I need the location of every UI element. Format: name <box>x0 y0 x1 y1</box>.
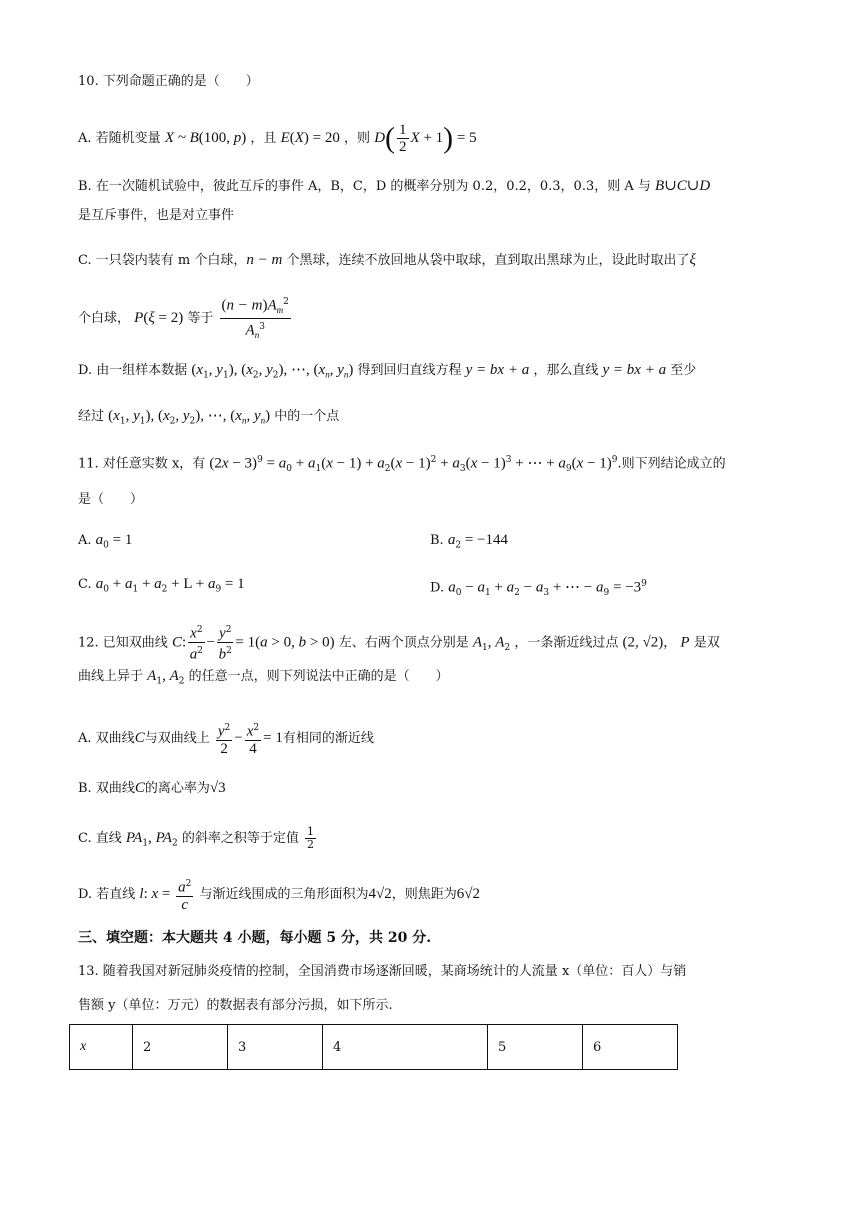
q11-stem-line1: 11. 对任意实数 x，有 $(2x - 3)^9 = a_0 + a_1(x - 1) + a_2(x - 1)^2 + a_3(x - 1)^3$ + ⋯ + $a_9(x - 1)^9$.则下列结论成立的 <box>78 455 726 474</box>
fraction: $\frac{y^2}{2}$ <box>216 720 232 757</box>
q11-option-d: D. $a_0 - a_1 + a_2 - a_3$ + ⋯ − $a_9 = -3^9$ <box>430 579 647 598</box>
table-cell: x <box>70 1025 133 1070</box>
q10-option-d-line2: 经过 ($x_1$, $y_1$), ($x_2$, $y_2$), ⋯, ($x_n$, $y_n$) 中的一个点 <box>78 408 340 427</box>
table-cell: 5 <box>488 1025 583 1070</box>
option-text: 个白球， <box>78 310 131 326</box>
q11-option-a: A. $a_0 = 1$ <box>78 532 133 551</box>
q12-option-d: D. 若直线 l: x = $\frac{a^2}{c}$ 与渐近线围成的三角形面积为4√2，则焦距为6√2 <box>78 876 480 913</box>
option-text: 中的一个点 <box>274 409 340 424</box>
question-text: .则下列结论成立的 <box>617 456 726 472</box>
question-text: ， <box>663 635 677 651</box>
option-text: 直线 <box>95 831 122 846</box>
table-cell: 6 <box>583 1025 678 1070</box>
option-text: 在一次随机试验中，彼此互斥的事件 A，B，C，D 的概率分别为 0.2，0.2，0.3，0.3，则 A 与 <box>95 179 651 194</box>
option-text: 有相同的渐近线 <box>282 731 374 747</box>
fraction: $\frac{1}{2}$ <box>399 122 407 155</box>
q12-option-c: C. 直线 $PA_1$, $PA_2$ 的斜率之积等于定值 $\frac{1}{2}$ <box>78 825 314 851</box>
option-text: ，那么直线 <box>533 363 599 378</box>
option-text: ，则焦距为 <box>391 887 457 903</box>
question-text: 12. 已知双曲线 <box>78 635 168 651</box>
option-label: B. <box>78 781 92 796</box>
question-text: 是（ ） <box>78 492 144 507</box>
option-label: C. <box>78 577 92 592</box>
q13-line1 <box>78 962 686 982</box>
option-label: B. <box>78 179 92 194</box>
fraction: $\frac{1}{2}$ <box>307 825 314 851</box>
option-text: 由一组样本数据 <box>96 363 188 378</box>
question-text: ，一条渐近线过点 <box>514 635 619 651</box>
option-text: 的离心率为 <box>144 781 210 796</box>
q12-stem-line2: 曲线上异于 $A_1$, $A_2$ 的任意一点，则下列说法中正确的是（ ） <box>78 668 449 687</box>
fraction: $\frac{a^2}{c}$ <box>176 876 193 913</box>
option-text: 的斜率之积等于定值 <box>181 831 299 846</box>
question-text: 13. 随着我国对新冠肺炎疫情的控制，全国消费市场逐渐回暖，某商场统计的人流量 x（单位：百人）与销 <box>78 964 687 979</box>
fraction: $\frac{(n - m)A_m^2}{A_n^3}$ <box>220 294 291 343</box>
section-heading <box>78 928 431 948</box>
option-label: C. <box>78 253 92 268</box>
option-label: B. <box>430 533 444 548</box>
q10-option-d-line1: D. 由一组样本数据 ($x_1$, $y_1$), ($x_2$, $y_2$), ⋯, ($x_n$, $y_n$) 得到回归直线方程 y = bx + a ，那么直线 y = bx + a 至少 <box>78 362 697 381</box>
question-text: 左、右两个顶点分别是 <box>338 635 469 651</box>
table-cell: 2 <box>133 1025 228 1070</box>
option-label: A. <box>78 533 92 548</box>
q10-option-b-line2 <box>78 206 234 226</box>
option-label: D. <box>430 580 445 596</box>
option-label: A. <box>78 731 92 747</box>
q10-option-a: A. 若随机变量 X ~ B(100, p) ，且 E(X) = 20 ，则 D( $\frac{1}{2}$ X + 1) = 5 <box>78 121 477 155</box>
q12-stem-line1: 12. 已知双曲线 C: $\frac{x^2}{a^2}$ − $\frac{y^2}{b^2}$ = 1(a > 0, b > 0) 左、右两个顶点分别是 $A_1$, $A_2$ ，一条渐近线过点 (2, √2)， P 是双 <box>78 622 720 664</box>
option-text: ，则 <box>344 131 371 146</box>
q10-stem <box>78 72 259 92</box>
option-text: 若随机变量 <box>95 131 161 146</box>
option-text: 个黑球，连续不放回地从袋中取球，直到取出黑球为止，设此时取出了 <box>286 253 690 268</box>
fraction: $\frac{x^2}{4}$ <box>245 720 261 757</box>
option-label: D. <box>78 363 93 378</box>
option-label: D. <box>78 887 93 903</box>
formula: X ~ B <box>164 130 199 146</box>
table-row <box>70 1025 678 1070</box>
table-cell: 3 <box>228 1025 323 1070</box>
option-label: C. <box>78 831 92 846</box>
question-text: 的任意一点，则下列说法中正确的是（ ） <box>188 669 449 684</box>
option-text: 至少 <box>670 363 697 378</box>
question-text: 是双 <box>693 635 720 651</box>
option-text: 得到回归直线方程 <box>357 363 462 378</box>
option-text: 与渐近线围成的三角形面积为 <box>199 887 369 903</box>
fraction: $\frac{x^2}{a^2}$ <box>188 622 204 664</box>
option-text: 双曲线 <box>95 731 135 747</box>
q10-stem-text: 10. 下列命题正确的是（ ） <box>78 74 259 89</box>
q10-option-b-line1: B. 在一次随机试验中，彼此互斥的事件 A，B，C，D 的概率分别为 0.2，0.2，0.3，0.3，则 A 与 B∪C∪D <box>78 178 711 194</box>
q11-option-b: B. $a_2 = -144$ <box>430 532 508 551</box>
option-text: 是互斥事件，也是对立事件 <box>78 208 235 223</box>
question-text: 曲线上异于 <box>78 669 144 684</box>
q10-option-c-line1: C. 一只袋内装有 m 个白球，n − m 个黑球，连续不放回地从袋中取球，直到取出黑球为止，设此时取出了ξ <box>78 252 696 268</box>
question-text: 11. 对任意实数 x，有 <box>78 456 206 472</box>
option-text: 双曲线 <box>95 781 135 796</box>
section-heading-text: 三、填空题：本大题共 4 小题，每小题 5 分，共 20 分. <box>78 930 432 946</box>
option-label: A. <box>78 131 92 146</box>
q10-option-c-line2: 个白球， P(ξ = 2) 等于 $\frac{(n - m)A_m^2}{A_n^3}$ <box>78 294 293 343</box>
option-text: ，且 <box>250 131 277 146</box>
question-text: 售额 y（单位：万元）的数据表有部分污损，如下所示. <box>78 998 393 1013</box>
option-text: 等于 <box>187 310 214 326</box>
option-text: 若直线 <box>96 887 136 903</box>
table-cell: 4 <box>323 1025 488 1070</box>
data-table <box>69 1024 678 1070</box>
q12-option-a: A. 双曲线C与双曲线上 $\frac{y^2}{2}$ − $\frac{x^2}{4}$ = 1有相同的渐近线 <box>78 720 374 757</box>
q13-line2 <box>78 996 393 1016</box>
q12-option-b: B. 双曲线C的离心率为√3 <box>78 780 226 796</box>
q11-stem-line2 <box>78 490 143 510</box>
option-text: 经过 <box>78 409 105 424</box>
option-text: 一只袋内装有 m 个白球， <box>95 253 247 268</box>
fraction: $\frac{y^2}{b^2}$ <box>217 622 233 664</box>
q11-option-c: C. $a_0 + a_1 + a_2 + L + a_9 = 1$ <box>78 576 245 595</box>
option-text: 与双曲线上 <box>144 731 210 747</box>
